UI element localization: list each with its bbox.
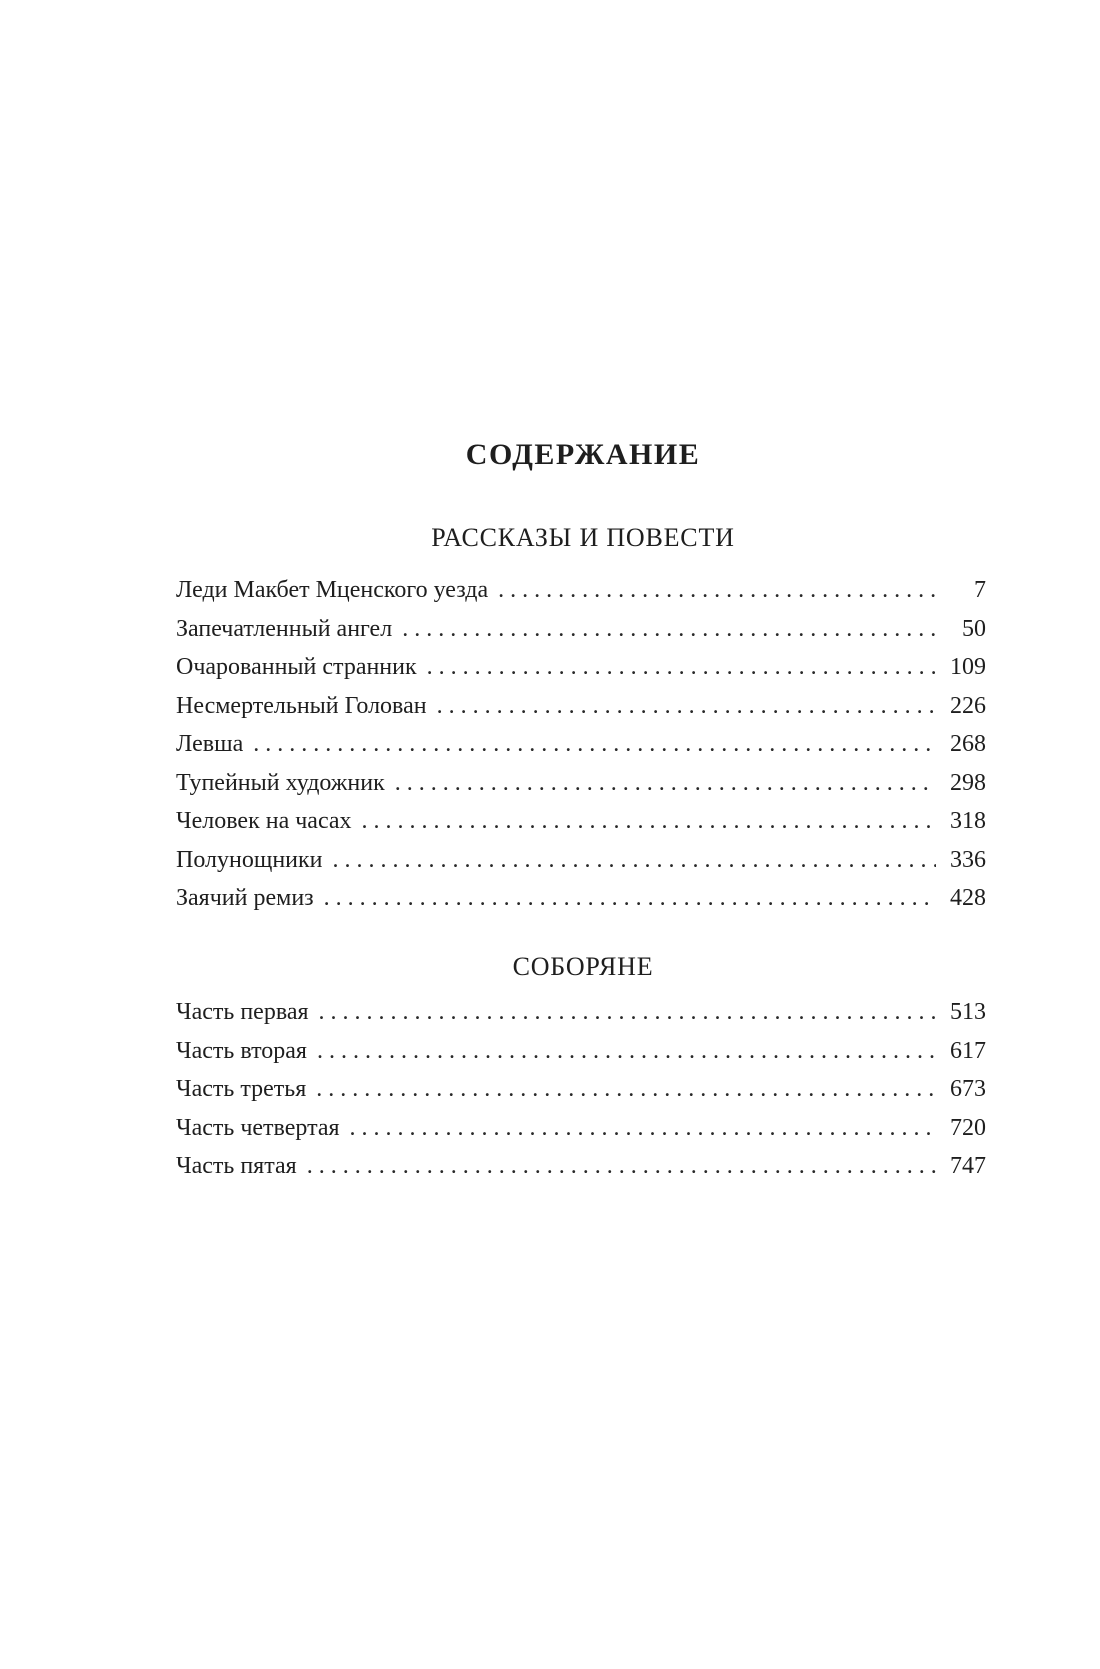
toc-list-stories: [176, 575, 986, 922]
entry-page-number: 617: [950, 1037, 986, 1064]
entry-title: Часть вторая: [176, 1037, 307, 1064]
entry-title: Заячий ремиз: [176, 885, 314, 911]
page-title: СОДЕРЖАНИЕ: [465, 438, 701, 471]
entry-page-number: 720: [950, 1114, 986, 1141]
dot-leader: [362, 806, 936, 836]
entry-title: Часть третья: [176, 1076, 307, 1102]
entry-title: Часть четвертая: [176, 1114, 340, 1141]
dot-leader: [498, 575, 936, 605]
toc-entry[interactable]: [176, 691, 986, 730]
dot-leader: [253, 729, 936, 759]
toc-entry[interactable]: [176, 729, 986, 768]
dot-leader: [402, 614, 936, 644]
toc-entry[interactable]: [176, 1113, 986, 1152]
entry-page-number: 7: [974, 577, 986, 603]
entry-title: Леди Макбет Мценского уезда: [176, 577, 489, 603]
dot-leader: [317, 1036, 936, 1066]
toc-entry[interactable]: [176, 845, 986, 884]
entry-title: Часть первая: [176, 999, 309, 1025]
toc-entry[interactable]: [176, 1036, 986, 1075]
dot-leader: [333, 845, 936, 875]
dot-leader: [316, 1074, 936, 1104]
toc-entry[interactable]: [176, 652, 986, 691]
dot-leader: [395, 768, 936, 798]
entry-title: Несмертельный Голован: [176, 692, 427, 719]
entry-page-number: 673: [950, 1076, 986, 1102]
entry-title: Очарованный странник: [176, 654, 417, 680]
dot-leader: [324, 883, 936, 913]
entry-title: Человек на часах: [176, 808, 352, 834]
entry-page-number: 336: [950, 846, 986, 873]
toc-entry[interactable]: [176, 997, 986, 1036]
dot-leader: [307, 1151, 936, 1181]
entry-page-number: 428: [950, 885, 986, 911]
entry-title: Часть пятая: [176, 1153, 297, 1179]
toc-entry[interactable]: [176, 806, 986, 845]
toc-entry[interactable]: [176, 883, 986, 922]
entry-page-number: 109: [950, 654, 986, 680]
entry-title: Тупейный художник: [176, 769, 385, 796]
entry-page-number: 50: [962, 615, 986, 642]
entry-title: Запечатленный ангел: [176, 615, 393, 642]
toc-entry[interactable]: [176, 768, 986, 807]
toc-entry[interactable]: [176, 1151, 986, 1190]
entry-title: Левша: [176, 731, 244, 757]
entry-page-number: 747: [950, 1153, 986, 1179]
entry-page-number: 226: [950, 692, 986, 719]
entry-title: Полунощники: [176, 846, 323, 873]
entry-page-number: 268: [950, 731, 986, 757]
dot-leader: [350, 1113, 936, 1143]
toc-entry[interactable]: [176, 614, 986, 653]
dot-leader: [437, 691, 936, 721]
dot-leader: [427, 652, 936, 682]
dot-leader: [319, 997, 936, 1027]
toc-entry[interactable]: [176, 1074, 986, 1113]
entry-page-number: 298: [950, 769, 986, 796]
entry-page-number: 513: [950, 999, 986, 1025]
section-title-stories: РАССКАЗЫ И ПОВЕСТИ: [431, 523, 735, 552]
entry-page-number: 318: [950, 808, 986, 834]
toc-list-soboryane: [176, 997, 986, 1190]
toc-entry[interactable]: [176, 575, 986, 614]
section-title-soboryane: СОБОРЯНЕ: [512, 952, 654, 981]
